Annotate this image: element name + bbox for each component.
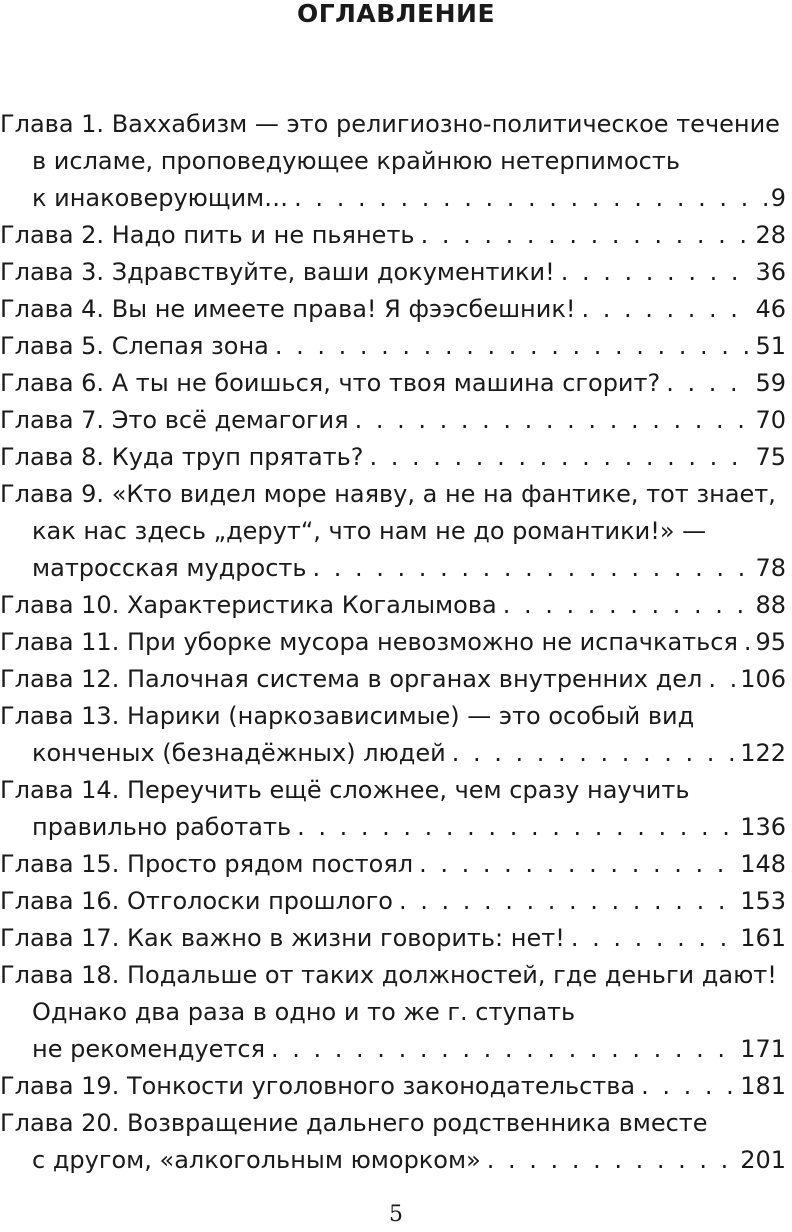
toc-entry-text: Глава 19. Тонкости уголовного законодательства xyxy=(0,1072,636,1100)
dot-leader xyxy=(487,1142,736,1179)
toc-entry-title-line xyxy=(0,402,786,439)
table-of-contents xyxy=(0,106,786,1179)
toc-entry-page: 28 xyxy=(755,221,786,249)
toc-entry-page: 136 xyxy=(740,813,786,841)
toc-entry-title-line xyxy=(0,365,786,402)
toc-entry-continuation-line xyxy=(0,550,786,587)
toc-entry-page: 59 xyxy=(755,369,786,397)
toc-entry[interactable] xyxy=(0,254,786,291)
dot-leader xyxy=(271,1031,736,1068)
toc-entry[interactable] xyxy=(0,1068,786,1105)
dot-leader xyxy=(666,365,751,402)
toc-entry-title-line xyxy=(0,846,786,883)
toc-entry[interactable] xyxy=(0,661,786,698)
toc-entry-page: 9 xyxy=(770,184,786,212)
dot-leader xyxy=(744,624,752,661)
dot-leader xyxy=(503,587,752,624)
toc-entry-text: Глава 10. Характеристика Когалымова xyxy=(0,591,497,619)
toc-entry-title-line xyxy=(0,217,786,254)
toc-entry-title-line: Глава 18. Подальше от таких должностей, где деньги дают! xyxy=(0,961,777,989)
dot-leader xyxy=(275,328,752,365)
toc-entry[interactable] xyxy=(0,402,786,439)
toc-entry-page: 78 xyxy=(755,554,786,582)
dot-leader xyxy=(708,661,736,698)
toc-entry[interactable] xyxy=(0,328,786,365)
toc-entry-text: Глава 11. При уборке мусора невозможно не испачкаться xyxy=(0,628,738,656)
toc-entry-page: 51 xyxy=(755,332,786,360)
toc-entry-text: Глава 12. Палочная система в органах внутренних дел xyxy=(0,665,703,693)
toc-entry[interactable] xyxy=(0,291,786,328)
dot-leader xyxy=(399,883,736,920)
toc-entry-page: 161 xyxy=(740,924,786,952)
toc-entry-page: 153 xyxy=(740,887,786,915)
toc-entry-continuation-line: в исламе, проповедующее крайнюю нетерпимость xyxy=(32,147,680,175)
toc-entry-title-line: Глава 14. Переучить ещё сложнее, чем сразу научить xyxy=(0,776,690,804)
toc-entry-page: 201 xyxy=(740,1146,786,1174)
toc-entry[interactable] xyxy=(0,587,786,624)
toc-entry[interactable] xyxy=(0,476,786,587)
toc-entry-continuation-line xyxy=(0,180,786,217)
toc-entry-page: 148 xyxy=(740,850,786,878)
toc-entry-continuation-line: как нас здесь „дерут“, что нам не до романтики!» — xyxy=(32,517,707,545)
toc-entry[interactable] xyxy=(0,883,786,920)
toc-entry-title-line: Глава 9. «Кто видел море наяву, а не на фантике, тот знает, xyxy=(0,480,776,508)
toc-entry[interactable] xyxy=(0,624,786,661)
dot-leader xyxy=(297,809,736,846)
toc-entry-text: Глава 15. Просто рядом постоял xyxy=(0,850,414,878)
toc-entry-continuation-line xyxy=(0,809,786,846)
toc-entry-continuation-line xyxy=(0,735,786,772)
toc-entry[interactable] xyxy=(0,217,786,254)
toc-entry-page: 106 xyxy=(740,665,786,693)
toc-entry-page: 122 xyxy=(740,739,786,767)
dot-leader xyxy=(313,550,752,587)
toc-entry-text: Глава 4. Вы не имеете права! Я фээсбешник! xyxy=(0,295,576,323)
toc-entry-text: Глава 8. Куда труп прятать? xyxy=(0,443,364,471)
toc-entry-page: 88 xyxy=(755,591,786,619)
toc-entry-text: конченых (безнадёжных) людей xyxy=(32,739,446,767)
toc-entry-text: Глава 6. А ты не боишься, что твоя машина сгорит? xyxy=(0,369,661,397)
toc-entry-title-line xyxy=(0,291,786,328)
toc-entry-title-line xyxy=(0,439,786,476)
toc-entry-title-line xyxy=(0,1068,786,1105)
toc-entry-text: с другом, «алкогольным юморком» xyxy=(32,1146,481,1174)
toc-entry-title-line xyxy=(0,624,786,661)
toc-entry-title-line xyxy=(0,587,786,624)
toc-entry-title-line xyxy=(0,328,786,365)
toc-entry-text: Глава 16. Отголоски прошлого xyxy=(0,887,393,915)
toc-entry[interactable] xyxy=(0,1105,786,1179)
toc-entry-continuation-line xyxy=(0,1031,786,1068)
toc-entry[interactable] xyxy=(0,957,786,1068)
toc-entry-title-line: Глава 13. Нарики (наркозависимые) — это особый вид xyxy=(0,702,695,730)
toc-entry-page: 181 xyxy=(740,1072,786,1100)
dot-leader xyxy=(561,254,752,291)
dot-leader xyxy=(419,846,736,883)
dot-leader xyxy=(571,920,736,957)
page-title: ОГЛАВЛЕНИЕ xyxy=(296,0,496,28)
dot-leader xyxy=(421,217,752,254)
page-number: 5 xyxy=(389,1202,403,1227)
toc-entry-text: матросская мудрость xyxy=(32,554,307,582)
toc-entry[interactable] xyxy=(0,106,786,217)
dot-leader xyxy=(370,439,752,476)
toc-entry-text: к инаковерующим… xyxy=(32,184,289,212)
toc-entry-text: правильно работать xyxy=(32,813,292,841)
toc-entry-page: 70 xyxy=(755,406,786,434)
toc-entry-text: Глава 2. Надо пить и не пьянеть xyxy=(0,221,415,249)
toc-entry[interactable] xyxy=(0,772,786,846)
toc-entry-continuation-line xyxy=(0,1142,786,1179)
toc-entry-page: 95 xyxy=(755,628,786,656)
toc-entry-text: не рекомендуется xyxy=(32,1035,266,1063)
toc-entry-page: 75 xyxy=(755,443,786,471)
toc-entry[interactable] xyxy=(0,920,786,957)
toc-entry-title-line: Глава 1. Ваххабизм — это религиозно-политическое течение xyxy=(0,110,780,138)
toc-entry-title-line xyxy=(0,883,786,920)
toc-entry-text: Глава 7. Это всё демагогия xyxy=(0,406,349,434)
toc-entry[interactable] xyxy=(0,365,786,402)
toc-entry-title-line xyxy=(0,254,786,291)
toc-entry-text: Глава 5. Слепая зона xyxy=(0,332,269,360)
toc-entry[interactable] xyxy=(0,439,786,476)
toc-entry-title-line xyxy=(0,920,786,957)
toc-entry[interactable] xyxy=(0,846,786,883)
toc-entry-title-line xyxy=(0,661,786,698)
dot-leader xyxy=(641,1068,736,1105)
dot-leader xyxy=(452,735,736,772)
toc-entry-text: Глава 17. Как важно в жизни говорить: нет! xyxy=(0,924,565,952)
dot-leader xyxy=(294,180,767,217)
toc-entry-continuation-line: Однако два раза в одно и то же г. ступать xyxy=(32,998,576,1026)
toc-entry-text: Глава 3. Здравствуйте, ваши документики! xyxy=(0,258,555,286)
toc-entry-page: 36 xyxy=(755,258,786,286)
dot-leader xyxy=(581,291,751,328)
dot-leader xyxy=(355,402,752,439)
toc-entry-title-line: Глава 20. Возвращение дальнего родственника вместе xyxy=(0,1109,708,1137)
toc-entry-page: 46 xyxy=(755,295,786,323)
toc-entry[interactable] xyxy=(0,698,786,772)
toc-entry-page: 171 xyxy=(740,1035,786,1063)
